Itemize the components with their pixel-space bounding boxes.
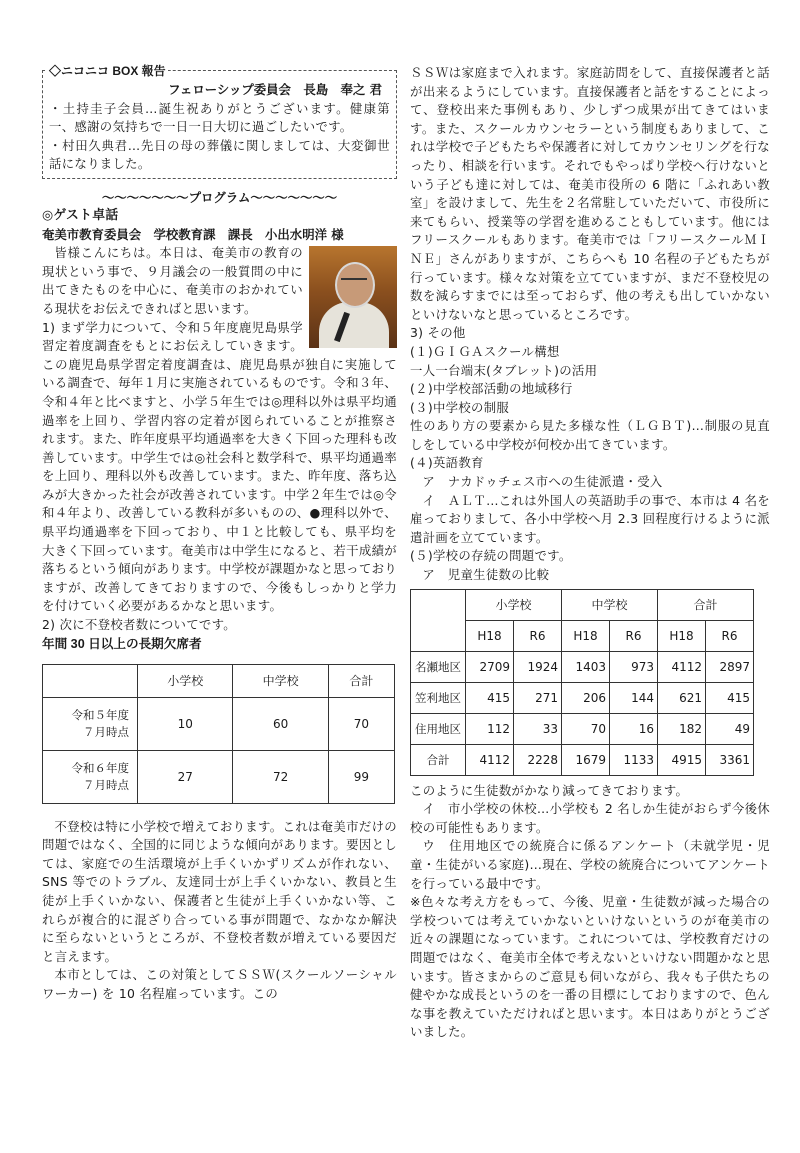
cell: 415 xyxy=(706,682,754,713)
cell: 49 xyxy=(706,713,754,744)
list-item: (４)英語教育 xyxy=(410,455,484,471)
table-row xyxy=(43,697,395,750)
paragraph: 2) 次に不登校者数についてです。 xyxy=(42,617,236,633)
row-label: 笠利地区 xyxy=(411,682,466,713)
cell: 3361 xyxy=(706,744,754,775)
list-item: 一人一台端末(タブレット)の活用 xyxy=(410,362,598,378)
cell: 4112 xyxy=(658,651,706,682)
box-item: ・村田久典君…先日の母の葬儀に関しましては、大変御世話になりました。 xyxy=(49,137,390,172)
cell: 70 xyxy=(328,697,394,750)
paragraph: ※色々な考え方をもって、今後、児童・生徒数が減った場合の学校ついては考えていかないといけないというのが奄美市の近々の課題になっています。これについては、学校教育だけの問題ではなく、奄美市全体で考えないといけない問題かなと思います。皆さまからのご意見も伺いながら、我々も子供たちの健やかな成長というのを一番の目標にしておりますので、色んな事を教えていただければと思います。本日はありがとうございました。 xyxy=(410,894,770,1040)
list-item: (５)学校の存続の問題です。 xyxy=(410,548,572,564)
paragraph: 性のあり方の要素から見た多様な性（ＬＧＢＴ)…制服の見直しをしている中学校が何校か出てきています。 xyxy=(410,418,770,452)
cell: 1924 xyxy=(514,651,562,682)
year-header: H18 xyxy=(562,620,610,651)
cell: 1133 xyxy=(610,744,658,775)
year-header: H18 xyxy=(466,620,514,651)
paragraph: このように生徒数がかなり減ってきております。 xyxy=(410,782,689,798)
col-header: 合計 xyxy=(328,664,394,697)
cell: 621 xyxy=(658,682,706,713)
left-column xyxy=(42,64,397,1004)
speaker-photo xyxy=(309,246,397,348)
list-item: (３)中学校の制服 xyxy=(410,399,510,415)
year-header: R6 xyxy=(514,620,562,651)
row-label: 令和５年度 xyxy=(71,707,129,722)
box-item: ・土持圭子会員…誕生祝ありがとうございます。健康第一、感謝の気持ちで一日一日大切に過ごしたいです。 xyxy=(49,100,390,135)
paragraph: 本市としては、この対策としてＳＳＷ(スクールソーシャルワーカー) を 10 名程雇っています。この xyxy=(42,967,397,1001)
paragraph: 1) まず学力について、令和５年度鹿児島県学習定着度調査をもとにお伝えしていきます。この鹿児島県学習定着度調査は、鹿児島県が独自に実施している調査で、毎年１月に実施されているものです。令和３年、令和４年と比べますと、小学５年生では◎理科以外は県平均通過率を上回り、学習内容の定着が図られていることが推察されます。また、昨年度県平均通過率を大きく下回った理科も改善しています。中学生では◎社会科と数学科で、県平均通過率を上回り、理科以外も改善しています。また、昨年度、落ち込みが大きかった社会が改善されています。中学２年生では◎令和４年より、改善している教科が多いものの、●理科以外で、県平均通過率を下回っており、中１と比較しても、県平均を大きく下回っています。奄美市は中学生になると、若干成績が落ちるという傾向があります。中学校が課題かなと思っておりますが、改善してきておりますので、今後もしっかりと学力を付けていく必要があるかなと思います。 xyxy=(42,319,397,614)
guest-heading: ◎ゲスト卓話 xyxy=(42,207,119,223)
right-column xyxy=(410,64,770,1042)
student-table xyxy=(410,589,754,776)
list-item: ア ナカドゥチェス市への生徒派遣・受入 xyxy=(422,474,663,490)
cell: 60 xyxy=(233,697,328,750)
table-row xyxy=(43,750,395,803)
paragraph: ＳＳＷは家庭まで入れます。家庭訪問をして、直接保護者と話が出来るようにしています。直接保護者と話をすることによって、登校出来た事例もあり、少しずつ成果が出てきてはいます。また、スクールカウンセラーという制度もありまして、これは学校で子どもたちや保護者に対してカウンセリングを行なったり、相談を行います。それでもやっぱり学校へ行けないという子ども達に対しては、奄美市役所の 6 階に「ふれあい教室」を設けまして、先生を２名常駐していただいて、市役所に来てもらい、授業等の学習を進めることもしています。他にはフリースクールもあります。奄美市では「フリースクールＭＩＮＥ」さんがありますが、こちらへも 10 名程の子どもたちが行っています。様々な対策を立てていますが、まだ不登校児の数を減らすまでには至っておらず、他の考えも出していかないといけないなと思っているところです。 xyxy=(410,65,770,322)
cell: 271 xyxy=(514,682,562,713)
table-row xyxy=(411,682,754,713)
row-label: 住用地区 xyxy=(411,713,466,744)
table-row xyxy=(411,651,754,682)
cell: 4112 xyxy=(466,744,514,775)
box-title: ◇ニコニコ BOX 報告 xyxy=(49,64,166,78)
cell: 1403 xyxy=(562,651,610,682)
cell: 2709 xyxy=(466,651,514,682)
col-header: 中学校 xyxy=(233,664,328,697)
col-header: 中学校 xyxy=(562,589,658,620)
row-label: 合計 xyxy=(411,744,466,775)
paragraph: ウ 住用地区での統廃合に係るアンケート（未就学児・児童・生徒がいる家庭)…現在、学校の統廃合についてアンケートを行っている最中です。 xyxy=(410,838,770,891)
absence-table-title: 年間 30 日以上の長期欠席者 xyxy=(42,636,202,651)
col-header: 合計 xyxy=(658,589,754,620)
table-row xyxy=(411,744,754,775)
speaker-name: 奄美市教育委員会 学校教育課 課長 小出水明洋 様 xyxy=(42,226,344,242)
year-header: H18 xyxy=(658,620,706,651)
cell: 16 xyxy=(610,713,658,744)
cell: 72 xyxy=(233,750,328,803)
cell: 112 xyxy=(466,713,514,744)
list-item: (２)中学校部活動の地域移行 xyxy=(410,381,573,397)
paragraph: 皆様こんにちは。本日は、奄美市の教育の現状という事で、９月議会の一般質問の中に出てきたものを中心に、奄美市のおかれている現状をお伝えできればと思います。 xyxy=(42,245,303,316)
table-row xyxy=(411,713,754,744)
cell: 182 xyxy=(658,713,706,744)
col-header: 小学校 xyxy=(466,589,562,620)
cell: 1679 xyxy=(562,744,610,775)
row-label: 名瀬地区 xyxy=(411,651,466,682)
cell: 70 xyxy=(562,713,610,744)
cell: 4915 xyxy=(658,744,706,775)
list-item: ア 児童生徒数の比較 xyxy=(422,567,550,583)
row-label: 令和６年度 xyxy=(71,760,129,775)
cell: 33 xyxy=(514,713,562,744)
year-header: R6 xyxy=(706,620,754,651)
row-label: ７月時点 xyxy=(83,724,129,739)
niconico-box xyxy=(42,64,397,179)
cell: 206 xyxy=(562,682,610,713)
year-header: R6 xyxy=(610,620,658,651)
row-label: ７月時点 xyxy=(83,777,129,792)
absence-table xyxy=(42,664,395,804)
cell: 99 xyxy=(328,750,394,803)
cell: 973 xyxy=(610,651,658,682)
list-item: (１)ＧＩＧＡスクール構想 xyxy=(410,343,560,359)
cell: 2897 xyxy=(706,651,754,682)
cell: 144 xyxy=(610,682,658,713)
cell: 10 xyxy=(138,697,233,750)
paragraph: イ 市小学校の休校…小学校も 2 名しか生徒がおらず今後休校の可能性もあります。 xyxy=(410,801,770,835)
program-title: 〜〜〜〜〜〜〜プログラム〜〜〜〜〜〜〜 xyxy=(101,189,338,205)
paragraph: イ ＡＬＴ…これは外国人の英語助手の事で、本市は 4 名を雇っておりまして、各小中学校へ月 2.3 回程度行けるように派遣計画を立てています。 xyxy=(410,492,770,545)
cell: 27 xyxy=(138,750,233,803)
box-committee: フェローシップ委員会 長島 奉之 君 xyxy=(168,82,382,97)
col-header: 小学校 xyxy=(138,664,233,697)
cell: 415 xyxy=(466,682,514,713)
section-heading: 3) その他 xyxy=(410,325,466,341)
paragraph: 不登校は特に小学校で増えております。これは奄美市だけの問題ではなく、全国的に同じような傾向があります。要因としては、家庭での生活環境が上手くいかずリズムが作れない、SNS 等でのトラブル、友達同士が上手くいかない、教員と生徒が上手くいかない、保護者と生徒が上手くいかない等、これらが複合的に混ざり合っている事が問題で、なかなか解決に至らないというところが、不登校者数が増えている要因だと言えます。 xyxy=(42,818,397,964)
cell: 2228 xyxy=(514,744,562,775)
